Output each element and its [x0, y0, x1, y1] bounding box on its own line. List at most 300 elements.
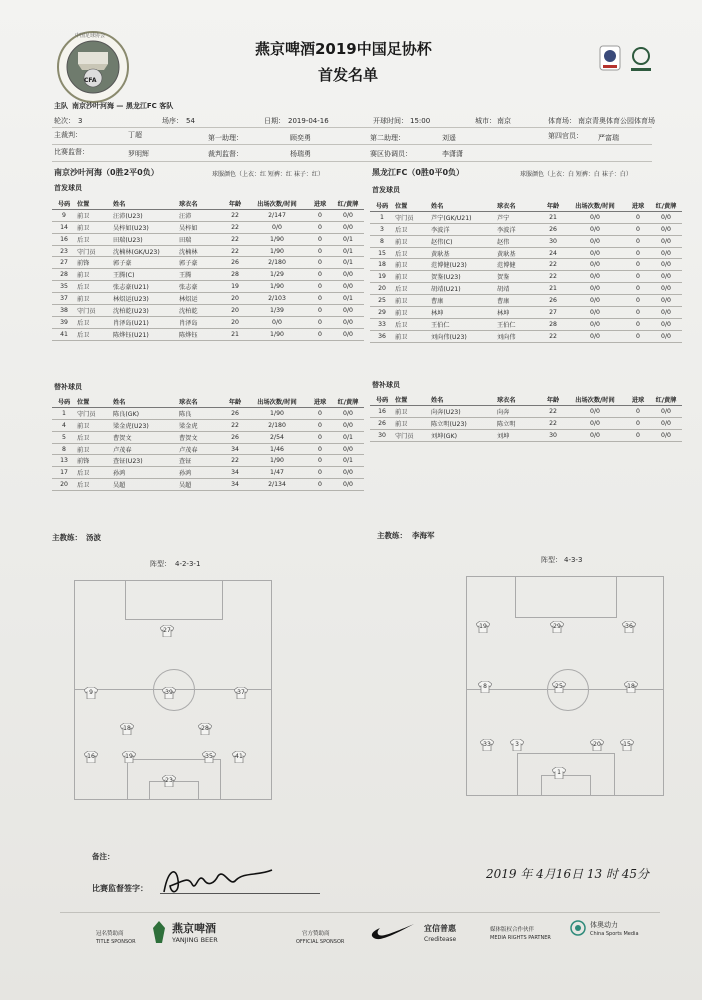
- table-cell: 刘向伟(U23): [430, 330, 496, 342]
- table-row: [52, 245, 364, 257]
- table-row: [52, 293, 364, 305]
- table-cell: 0/0: [564, 283, 626, 295]
- player-number: 37: [237, 689, 245, 696]
- table-cell: 1/46: [246, 443, 308, 455]
- column-header: 红/黄牌: [650, 200, 682, 211]
- table-cell: 肖泽岛: [178, 316, 224, 328]
- table-cell: 0/1: [332, 293, 364, 305]
- title-sponsor-en: TITLE SPONSOR: [96, 939, 136, 945]
- table-cell: 0/0: [332, 209, 364, 221]
- player-number: 3: [515, 741, 519, 748]
- table-cell: 21: [542, 283, 564, 295]
- table-cell: 前卫: [394, 330, 430, 342]
- away-formation-value: 4-3-3: [564, 556, 583, 564]
- fourth-official-label: 第四官员：: [548, 132, 583, 140]
- table-row: [52, 305, 364, 317]
- column-header: 进球: [626, 394, 650, 405]
- table-cell: 前卫: [394, 417, 430, 429]
- table-cell: 后卫: [76, 316, 112, 328]
- table-row: [52, 281, 364, 293]
- column-header: 进球: [308, 396, 332, 407]
- player-number: 9: [89, 689, 93, 696]
- table-cell: 15: [370, 247, 394, 259]
- ar2-value: 刘遥: [442, 134, 456, 142]
- divider: [52, 144, 652, 145]
- table-cell: 刘坤: [496, 429, 542, 441]
- table-cell: 守门员: [76, 245, 112, 257]
- table-cell: 0: [626, 318, 650, 330]
- divider: [52, 127, 652, 128]
- sponsor-title: [92, 918, 262, 958]
- table-cell: 0: [626, 429, 650, 441]
- table-cell: 0/1: [332, 233, 364, 245]
- table-cell: 1/90: [246, 281, 308, 293]
- table-cell: 0/0: [650, 283, 682, 295]
- table-cell: 1/90: [246, 407, 308, 419]
- table-cell: 后卫: [394, 283, 430, 295]
- table-cell: 曹康: [496, 295, 542, 307]
- table-cell: 0/0: [332, 281, 364, 293]
- table-row: [52, 479, 364, 491]
- table-cell: 22: [542, 330, 564, 342]
- table-cell: 30: [370, 429, 394, 441]
- player-jersey-icon: [84, 687, 98, 699]
- away-starters-label: 首发球员: [372, 186, 400, 194]
- table-header-row: [370, 200, 682, 211]
- table-cell: 30: [542, 235, 564, 247]
- table-cell: 0: [308, 233, 332, 245]
- player-jersey-icon: [234, 687, 248, 699]
- table-cell: 18: [370, 259, 394, 271]
- table-cell: 王伯仁: [430, 318, 496, 330]
- away-subs-table: [370, 394, 682, 442]
- table-cell: 0/0: [650, 429, 682, 441]
- table-cell: 0: [626, 259, 650, 271]
- player-number: 8: [483, 683, 487, 690]
- coordinator-label: 赛区协调员：: [370, 150, 412, 158]
- table-row: [52, 269, 364, 281]
- table-cell: 前卫: [76, 443, 112, 455]
- column-header: 号码: [52, 198, 76, 209]
- table-cell: 前卫: [394, 295, 430, 307]
- home-starters-table: [52, 198, 364, 341]
- table-cell: 1: [370, 211, 394, 223]
- table-row: [52, 257, 364, 269]
- table-cell: 吴梓如(U23): [112, 221, 178, 233]
- table-cell: 26: [224, 407, 246, 419]
- player-jersey-icon: [476, 621, 490, 633]
- table-cell: 8: [370, 235, 394, 247]
- table-cell: 0: [308, 293, 332, 305]
- table-cell: 0: [308, 281, 332, 293]
- table-cell: 2/180: [246, 419, 308, 431]
- table-cell: 34: [224, 479, 246, 491]
- table-cell: 22: [224, 455, 246, 467]
- table-cell: 林炤运: [178, 293, 224, 305]
- table-cell: 后卫: [76, 479, 112, 491]
- table-cell: 0: [626, 223, 650, 235]
- home-coach-label: 主教练：: [52, 533, 82, 542]
- table-cell: 0: [308, 245, 332, 257]
- table-cell: 22: [542, 405, 564, 417]
- logo-ring-text: 中国足球协会: [75, 33, 106, 39]
- away-starters-table: [370, 200, 682, 343]
- table-cell: 后卫: [394, 318, 430, 330]
- table-cell: 前卫: [76, 293, 112, 305]
- table-cell: 28: [224, 269, 246, 281]
- player-jersey-icon: [624, 681, 638, 693]
- column-header: 姓名: [112, 396, 178, 407]
- table-cell: 查钲: [178, 455, 224, 467]
- sponsor-official: [294, 918, 374, 958]
- table-cell: 1/47: [246, 467, 308, 479]
- table-cell: 26: [542, 295, 564, 307]
- table-cell: 20: [52, 479, 76, 491]
- table-cell: 2/180: [246, 257, 308, 269]
- table-cell: 0/0: [650, 318, 682, 330]
- table-cell: 陈立明: [496, 417, 542, 429]
- player-number: 16: [87, 753, 95, 760]
- table-cell: 守门员: [394, 429, 430, 441]
- table-cell: 21: [542, 211, 564, 223]
- table-row: [52, 431, 364, 443]
- away-coach-value: 李海军: [412, 531, 435, 540]
- player-jersey-icon: [232, 751, 246, 763]
- fourth-official-value: 严富瑞: [598, 134, 619, 142]
- table-cell: 守门员: [394, 211, 430, 223]
- home-kit: 球服颜色（上衣：红 短裤：红 袜子：红）: [212, 171, 324, 178]
- table-cell: 37: [52, 293, 76, 305]
- table-cell: 22: [224, 209, 246, 221]
- table-cell: 曹贺文: [178, 431, 224, 443]
- table-cell: 前锋: [76, 455, 112, 467]
- table-cell: 吴超: [112, 479, 178, 491]
- table-cell: 守门员: [76, 407, 112, 419]
- table-cell: 0/0: [332, 221, 364, 233]
- player-jersey-icon: [590, 739, 604, 751]
- table-cell: 0/0: [650, 330, 682, 342]
- table-cell: 16: [370, 405, 394, 417]
- home-team-value: 南京沙叶河海 — 黑龙江FC 客队: [72, 102, 174, 110]
- table-cell: 1/90: [246, 328, 308, 340]
- table-cell: 22: [542, 259, 564, 271]
- table-cell: 田瑞: [178, 233, 224, 245]
- table-cell: 郭子豪: [178, 257, 224, 269]
- table-cell: 前卫: [76, 221, 112, 233]
- table-cell: 30: [542, 429, 564, 441]
- table-cell: 贺鉴: [496, 271, 542, 283]
- away-team-line: 黑龙江FC（0胜0平0负）: [372, 168, 465, 177]
- table-cell: 0/0: [564, 307, 626, 319]
- official-sponsor-cn: 官方赞助商: [302, 931, 330, 937]
- column-header: 年龄: [224, 198, 246, 209]
- table-cell: 王腾(C): [112, 269, 178, 281]
- stadium-label: 体育场：: [548, 117, 576, 125]
- sponsor-creditease: [420, 918, 484, 958]
- table-cell: 梁金虎(U23): [112, 419, 178, 431]
- cfa-logo: [56, 30, 130, 104]
- column-header: 号码: [52, 396, 76, 407]
- home-formation-label: 阵型：: [150, 560, 171, 568]
- referee-value: 丁超: [128, 131, 142, 139]
- column-header: 位置: [76, 396, 112, 407]
- table-cell: 张志豪(U21): [112, 281, 178, 293]
- column-header: 年龄: [224, 396, 246, 407]
- table-cell: 0/0: [246, 221, 308, 233]
- referee-label: 主裁判：: [54, 131, 82, 139]
- away-pitch: [466, 576, 664, 796]
- table-cell: 4: [52, 419, 76, 431]
- table-cell: 田瑞(U23): [112, 233, 178, 245]
- table-cell: 李波洋: [430, 223, 496, 235]
- city-label: 城市：: [475, 117, 496, 125]
- column-header: 球衣名: [178, 396, 224, 407]
- table-cell: 前卫: [394, 307, 430, 319]
- table-cell: 林坤: [430, 307, 496, 319]
- media-partner-cn: 媒体版权合作伙伴: [490, 927, 535, 933]
- table-cell: 22: [224, 221, 246, 233]
- table-cell: 黄耿基: [430, 247, 496, 259]
- home-subs-label: 替补球员: [54, 383, 82, 391]
- table-cell: 赵伟: [496, 235, 542, 247]
- round-label: 轮次：: [54, 117, 75, 125]
- column-header: 球衣名: [496, 394, 542, 405]
- table-cell: 27: [542, 307, 564, 319]
- table-cell: 刘坤(GK): [430, 429, 496, 441]
- home-starters-label: 首发球员: [54, 184, 82, 192]
- table-cell: 0/0: [564, 318, 626, 330]
- column-header: 号码: [370, 200, 394, 211]
- player-number: 20: [593, 741, 601, 748]
- player-number: 25: [555, 683, 563, 690]
- table-cell: 0/0: [564, 295, 626, 307]
- table-cell: 1/90: [246, 233, 308, 245]
- table-cell: 后卫: [76, 328, 112, 340]
- player-number: 41: [235, 753, 243, 760]
- table-row: [52, 455, 364, 467]
- table-cell: 20: [370, 283, 394, 295]
- table-cell: 29: [370, 307, 394, 319]
- player-number: 23: [165, 777, 173, 784]
- table-cell: 0/0: [332, 407, 364, 419]
- table-cell: 0/0: [564, 235, 626, 247]
- table-cell: 前卫: [394, 235, 430, 247]
- ref-assessor-value: 杨瑞勇: [290, 150, 311, 158]
- table-cell: 1: [52, 407, 76, 419]
- table-cell: 0: [626, 307, 650, 319]
- table-row: [52, 328, 364, 340]
- table-row: [52, 233, 364, 245]
- table-cell: 0: [626, 235, 650, 247]
- table-cell: 0/0: [332, 443, 364, 455]
- table-cell: 王伯仁: [496, 318, 542, 330]
- column-header: 出场次数/时间: [246, 396, 308, 407]
- table-row: [370, 429, 682, 441]
- table-cell: 19: [224, 281, 246, 293]
- table-cell: 26: [224, 257, 246, 269]
- city-value: 南京: [497, 117, 511, 125]
- table-cell: 陈良(GK): [112, 407, 178, 419]
- table-cell: 0: [626, 247, 650, 259]
- table-cell: 2/103: [246, 293, 308, 305]
- table-cell: 21: [224, 328, 246, 340]
- match-no-label: 场序：: [162, 117, 183, 125]
- table-cell: 沈楠林: [178, 245, 224, 257]
- table-cell: 曹贺文: [112, 431, 178, 443]
- table-row: [370, 271, 682, 283]
- table-cell: 34: [224, 443, 246, 455]
- table-cell: 林炤运(U23): [112, 293, 178, 305]
- table-cell: 0/0: [332, 305, 364, 317]
- swoosh-logo-icon: [370, 920, 416, 942]
- table-cell: 35: [52, 281, 76, 293]
- table-cell: 1/29: [246, 269, 308, 281]
- table-cell: 8: [52, 443, 76, 455]
- table-cell: 28: [52, 269, 76, 281]
- table-cell: 郭子豪: [112, 257, 178, 269]
- supervisor-value: 罗明辉: [128, 150, 149, 158]
- table-cell: 孙鸿: [178, 467, 224, 479]
- ar1-value: 顾奕勇: [290, 134, 311, 142]
- sponsor-badge-icon: [626, 44, 656, 76]
- table-cell: 陈烨钰: [178, 328, 224, 340]
- table-row: [370, 247, 682, 259]
- table-cell: 0/0: [564, 330, 626, 342]
- column-header: 进球: [626, 200, 650, 211]
- table-cell: 陈良: [178, 407, 224, 419]
- table-cell: 0: [308, 431, 332, 443]
- table-cell: 0/0: [246, 316, 308, 328]
- table-cell: 0/0: [650, 417, 682, 429]
- home-pitch: [74, 580, 272, 800]
- player-jersey-icon: [552, 767, 566, 779]
- player-number: 18: [123, 725, 131, 732]
- yanjing-logo-icon: [152, 920, 166, 944]
- table-cell: 0/0: [564, 405, 626, 417]
- table-cell: 向奔(U23): [430, 405, 496, 417]
- table-cell: 刘向伟: [496, 330, 542, 342]
- column-header: 位置: [394, 394, 430, 405]
- table-cell: 20: [224, 293, 246, 305]
- table-cell: 0: [308, 328, 332, 340]
- kickoff-label: 开球时间：: [373, 117, 408, 125]
- divider: [52, 161, 652, 162]
- table-cell: 39: [52, 316, 76, 328]
- competition-badge-icon: [596, 44, 624, 76]
- ar2-label: 第二助理：: [370, 134, 405, 142]
- round-value: 3: [78, 117, 83, 125]
- player-number: 19: [125, 753, 133, 760]
- table-header-row: [52, 198, 364, 209]
- player-jersey-icon: [480, 739, 494, 751]
- table-cell: 前卫: [394, 271, 430, 283]
- table-cell: 0/0: [650, 247, 682, 259]
- table-row: [370, 211, 682, 223]
- table-cell: 17: [52, 467, 76, 479]
- creditease-brand: 宜信普惠: [424, 924, 456, 933]
- table-cell: 李波洋: [496, 223, 542, 235]
- player-jersey-icon: [620, 739, 634, 751]
- table-cell: 0/0: [332, 316, 364, 328]
- table-cell: 汪沛: [178, 209, 224, 221]
- column-header: 位置: [76, 198, 112, 209]
- page-subtitle: 首发名单: [318, 66, 379, 84]
- away-formation-label: 阵型：: [541, 556, 562, 564]
- sponsor-media: [486, 918, 566, 958]
- table-cell: 22: [542, 271, 564, 283]
- match-no-value: 54: [186, 117, 195, 125]
- table-row: [52, 316, 364, 328]
- table-cell: 0/0: [564, 211, 626, 223]
- table-cell: 范博健(U23): [430, 259, 496, 271]
- table-cell: 2/54: [246, 431, 308, 443]
- table-cell: 前卫: [76, 419, 112, 431]
- page-title: 燕京啤酒2019中国足协杯: [255, 40, 432, 58]
- title-sponsor-brand: 燕京啤酒: [172, 922, 216, 935]
- player-number: 29: [553, 623, 561, 630]
- table-cell: 前卫: [394, 259, 430, 271]
- table-cell: 0: [308, 419, 332, 431]
- table-cell: 胡靖(U21): [430, 283, 496, 295]
- table-cell: 贺鉴(U23): [430, 271, 496, 283]
- table-cell: 赵伟(C): [430, 235, 496, 247]
- column-header: 出场次数/时间: [246, 198, 308, 209]
- table-cell: 22: [542, 417, 564, 429]
- table-cell: 后卫: [394, 223, 430, 235]
- table-cell: 3: [370, 223, 394, 235]
- table-cell: 0/1: [332, 245, 364, 257]
- table-cell: 胡靖: [496, 283, 542, 295]
- date-value: 2019-04-16: [288, 117, 329, 125]
- table-cell: 0/0: [564, 259, 626, 271]
- player-number: 28: [201, 725, 209, 732]
- table-cell: 0/0: [650, 211, 682, 223]
- table-cell: 0: [626, 330, 650, 342]
- player-jersey-icon: [510, 739, 524, 751]
- table-cell: 0/0: [332, 479, 364, 491]
- table-cell: 0: [308, 221, 332, 233]
- table-cell: 肖泽岛(U21): [112, 316, 178, 328]
- remarks-label: 备注：: [92, 852, 115, 861]
- player-jersey-icon: [160, 625, 174, 637]
- table-cell: 梁金虎: [178, 419, 224, 431]
- table-row: [370, 235, 682, 247]
- table-cell: 26: [370, 417, 394, 429]
- table-cell: 0: [308, 479, 332, 491]
- table-cell: 0: [626, 405, 650, 417]
- player-jersey-icon: [122, 751, 136, 763]
- footer-divider: [60, 912, 660, 913]
- table-row: [52, 209, 364, 221]
- csm-brand: 体奥动力: [590, 921, 618, 929]
- column-header: 号码: [370, 394, 394, 405]
- table-cell: 孙鸿: [112, 467, 178, 479]
- player-number: 19: [479, 623, 487, 630]
- player-number: 36: [625, 623, 633, 630]
- table-cell: 0/0: [564, 223, 626, 235]
- table-cell: 2/134: [246, 479, 308, 491]
- ref-assessor-label: 裁判监督：: [208, 150, 243, 158]
- table-cell: 0/0: [332, 419, 364, 431]
- table-cell: 0: [308, 257, 332, 269]
- supervisor-label: 比赛监督：: [54, 148, 89, 156]
- table-row: [370, 259, 682, 271]
- player-jersey-icon: [162, 687, 176, 699]
- table-cell: 22: [224, 419, 246, 431]
- kickoff-value: 15:00: [410, 117, 431, 125]
- creditease-brand-en: Creditease: [424, 936, 457, 943]
- player-number: 18: [627, 683, 635, 690]
